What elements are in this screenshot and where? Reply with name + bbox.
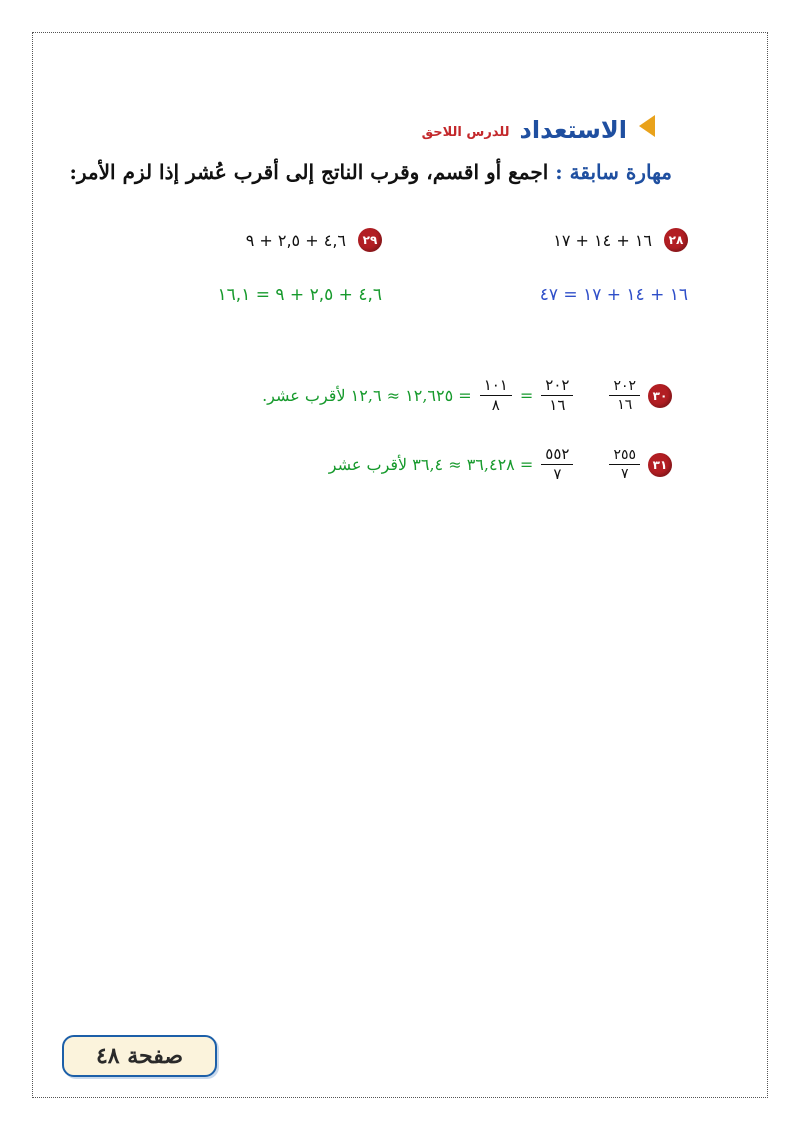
problem-29 xyxy=(246,228,382,252)
problem-number-badge: ٢٩ xyxy=(358,228,382,252)
answer-fraction-1: $\frac{٥٥٢}{٧}$ xyxy=(541,447,573,482)
section-header xyxy=(422,110,655,142)
instruction-label: مهارة سابقة : xyxy=(555,160,672,184)
answer-fraction-2: $\frac{١٠١}{٨}$ xyxy=(480,378,512,413)
problem-31 xyxy=(329,447,672,482)
problem-number-badge: ٣٠ xyxy=(648,384,672,408)
arrow-icon xyxy=(639,115,655,137)
problem-number-badge: ٢٨ xyxy=(664,228,688,252)
problem-29-answer: ٤,٦ + ٢,٥ + ٩ = ١٦,١ xyxy=(217,285,382,305)
instruction xyxy=(70,160,672,184)
answer-result: = ١٢,٦٢٥ ≈ ١٢,٦ لأقرب عشر. xyxy=(262,386,472,405)
section-subtitle: للدرس اللاحق xyxy=(421,125,510,140)
section-title: الاستعداد xyxy=(519,116,627,144)
problem-expression: ٤,٦ + ٢,٥ + ٩ xyxy=(245,230,346,250)
problem-number-badge: ٣١ xyxy=(648,453,672,477)
problem-28-answer: ١٦ + ١٤ + ١٧ = ٤٧ xyxy=(539,285,688,305)
instruction-text: اجمع أو اقسم، وقرب الناتج إلى أقرب عُشر إذا لزم الأمر: xyxy=(69,160,549,184)
answer-result: = ٣٦,٤٢٨ ≈ ٣٦,٤ لأقرب عشر xyxy=(328,455,534,474)
page-border xyxy=(32,32,768,1098)
problem-30: ٣٠ $\frac{٢٠٢}{١٦}$ $\frac{٢٠٢}{١٦}$ = $\frac{١٠١}{٨}$ = ١٢,٦٢٥ ≈ ١٢,٦ لأقرب عشر. xyxy=(262,378,672,413)
problem-fraction: $\frac{٢٠٢}{١٦}$ xyxy=(609,379,640,412)
page-number: صفحة ٤٨ xyxy=(95,1043,184,1069)
page-number-box xyxy=(62,1035,217,1077)
answer-fraction-1: $\frac{٢٠٢}{١٦}$ xyxy=(541,378,573,413)
problem-fraction: $\frac{٢٥٥}{٧}$ xyxy=(609,448,640,481)
problem-28 xyxy=(553,228,688,252)
problem-expression: ١٦ + ١٤ + ١٧ xyxy=(553,230,652,250)
